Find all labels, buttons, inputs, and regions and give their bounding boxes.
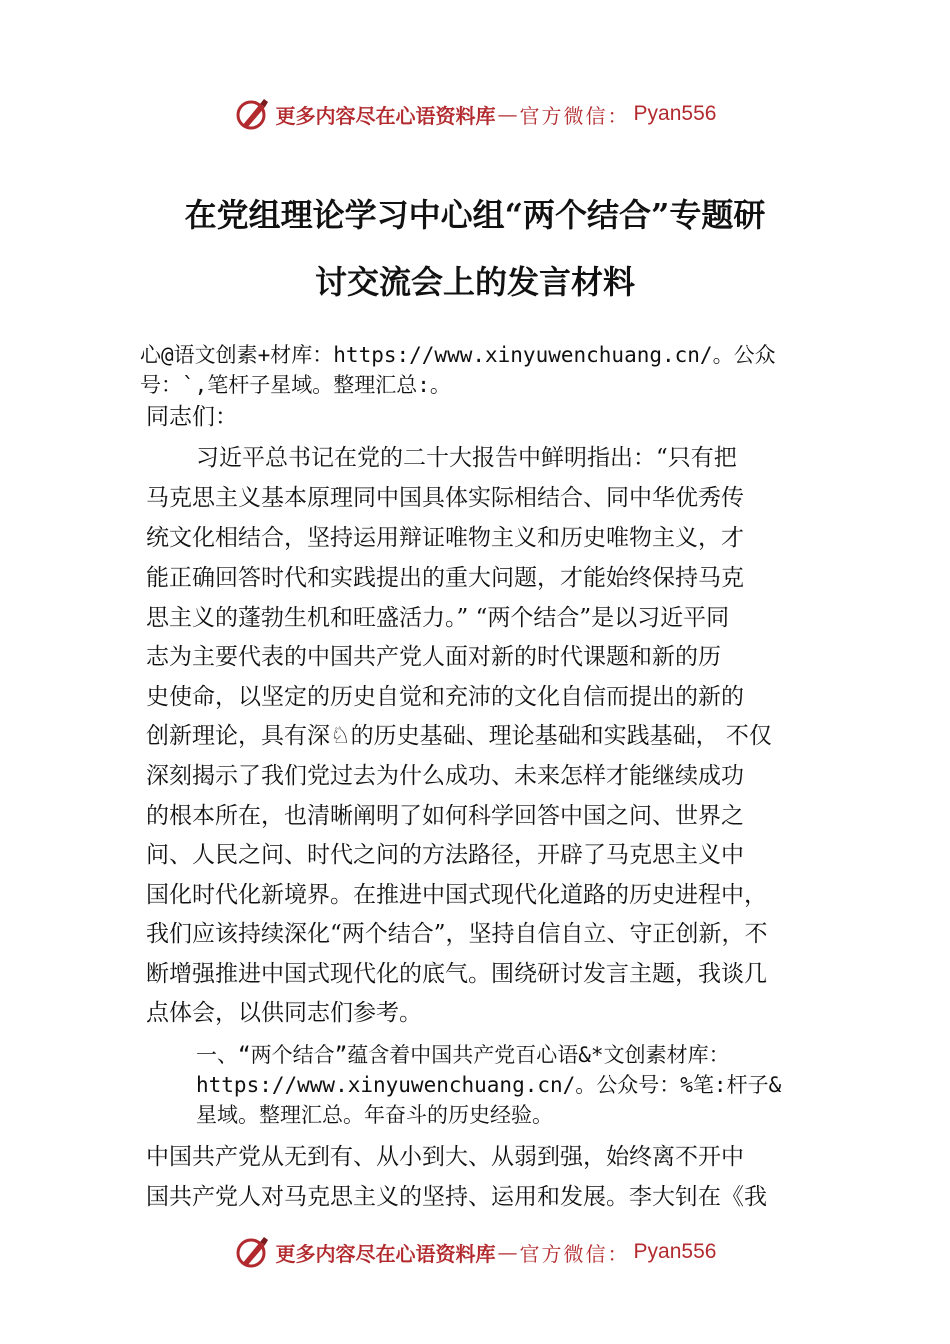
source-note-line2: 号：`,笔杆子星域。整理汇总:。	[140, 373, 451, 397]
document-title-line1: 在党组理论学习中心组“两个结合”专题研	[184, 196, 766, 234]
section-heading-line: 一、“两个结合”蕴含着中国共产党百心语&*文创素材库：	[196, 1043, 730, 1067]
pen-logo-icon	[234, 96, 270, 132]
banner-wechat-id: Pyan556	[633, 1240, 717, 1263]
banner-wechat-label: 官方微信：	[519, 1241, 630, 1266]
paragraph-line: 中国共产党从无到有、从小到大、从弱到强，始终离不开中	[146, 1144, 744, 1170]
banner-wechat-id: Pyan556	[633, 102, 717, 125]
banner-dash: —	[497, 1240, 518, 1264]
paragraph-line: 国化时代化新境界。在推进中国式现代化道路的历史进程中，	[146, 882, 767, 908]
banner-wechat-label: 官方微信：	[519, 103, 630, 128]
paragraph-line: 的根本所在，也清晰阐明了如何科学回答中国之问、世界之	[146, 803, 744, 829]
paragraph-line: 点体会，以供同志们参考。	[146, 1000, 422, 1026]
paragraph-line: 习近平总书记在党的二十大报告中鲜明指出：“只有把	[196, 445, 737, 471]
section-heading-line: 星域。整理汇总。年奋斗的历史经验。	[196, 1103, 553, 1127]
paragraph-line: 马克思主义基本原理同中国具体实际相结合、同中华优秀传	[146, 485, 744, 511]
paragraph-line: 统文化相结合，坚持运用辩证唯物主义和历史唯物主义，才	[146, 525, 744, 551]
paragraph-line: 创新理论，具有深♘的历史基础、理论基础和实践基础， 不仅	[146, 723, 772, 749]
source-note-line1: 心@语文创素+材库：https://www.xinyuwenchuang.cn/。公众	[140, 343, 776, 367]
paragraph-line: 断增强推进中国式现代化的底气。围绕研讨发言主题，我谈几	[146, 961, 767, 987]
banner-main-text: 更多内容尽在心语资料库	[275, 103, 496, 128]
banner-dash: —	[497, 102, 518, 126]
paragraph-line: 深刻揭示了我们党过去为什么成功、未来怎样才能继续成功	[146, 763, 744, 789]
header-banner	[0, 92, 950, 136]
paragraph-line: 国共产党人对马克思主义的坚持、运用和发展。李大钊在《我	[146, 1184, 767, 1210]
banner-main-text: 更多内容尽在心语资料库	[275, 1241, 496, 1266]
paragraph-line: 我们应该持续深化“两个结合”，坚持自信自立、守正创新，不	[146, 921, 768, 947]
section-heading-line: https://www.xinyuwenchuang.cn/。公众号：%笔:杆子&	[196, 1073, 782, 1097]
footer-banner	[0, 1230, 950, 1274]
greeting: 同志们：	[146, 404, 238, 430]
paragraph-line: 志为主要代表的中国共产党人面对新的时代课题和新的历	[146, 644, 721, 670]
paragraph-line: 问、人民之问、时代之问的方法路径，开辟了马克思主义中	[146, 842, 744, 868]
document-title-line2: 讨交流会上的发言材料	[314, 263, 635, 301]
paragraph-line: 史使命，以坚定的历史自觉和充沛的文化自信而提出的新的	[146, 684, 744, 710]
paragraph-line: 能正确回答时代和实践提出的重大问题，才能始终保持马克	[146, 565, 744, 591]
pen-logo-icon	[234, 1234, 270, 1270]
paragraph-line: 思主义的蓬勃生机和旺盛活力。” “两个结合”是以习近平同	[146, 605, 730, 631]
